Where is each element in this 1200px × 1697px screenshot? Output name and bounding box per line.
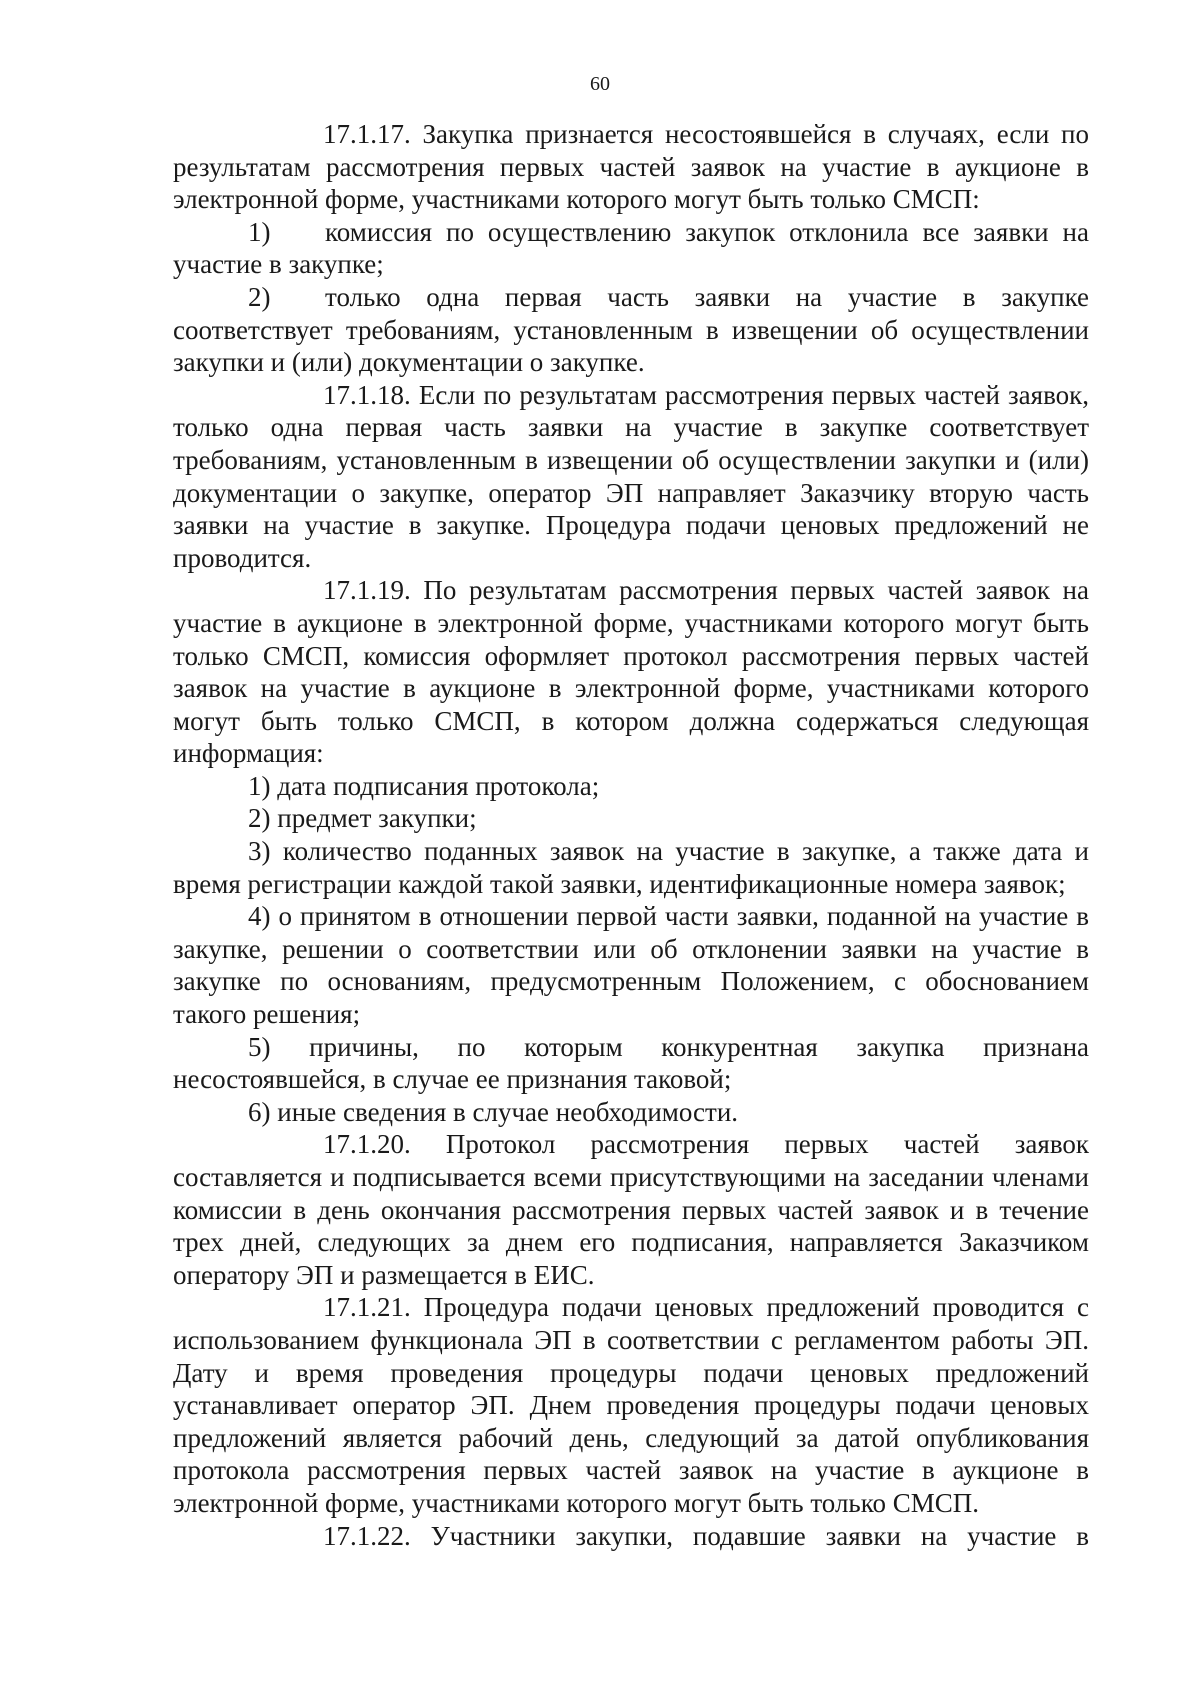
clause-text: По результатам рассмотрения первых частей заявок на участие в аукционе в электронной форме, участниками которого могут быть только СМСП, комиссия оформляет протокол рассмотрения первых частей заявок на участие в аукционе в электронной форме, участниками которого могут быть только СМСП, в котором должна содержаться следующая информация: (173, 575, 1089, 769)
list-item-text: только одна первая часть заявки на участие в закупке соответствует требованиям, установленным в извещении об осуществлении закупки и (или) документации о закупке. (173, 281, 1089, 378)
paragraph-17-1-18 (173, 379, 1089, 575)
list-marker: 1) (248, 216, 271, 247)
list-marker: 3) (248, 836, 271, 867)
list-item-3 (173, 835, 1089, 900)
list-marker: 2) (248, 281, 271, 312)
clause-text: Закупка признается несостоявшейся в случаях, если по результатам рассмотрения первых частей заявок на участие в аукционе в электронной форме, участниками которого могут быть только СМСП: (173, 119, 1089, 215)
clause-number: 17.1.17. (323, 119, 411, 149)
paragraph-17-1-19 (173, 574, 1089, 770)
list-item-4 (173, 900, 1089, 1030)
clause-number: 17.1.22. (323, 1520, 411, 1551)
list-item-text: о принятом в отношении первой части заявки, поданной на участие в закупке, решении о соответствии или об отклонении заявки на участие в закупке по основаниям, предусмотренным Положением, с обоснованием такого решения; (173, 901, 1090, 1030)
clause-number: 17.1.20. (323, 1129, 411, 1160)
list-marker: 4) (248, 901, 271, 932)
clause-number: 17.1.19. (323, 575, 411, 606)
document-body (173, 118, 1089, 1552)
list-item-text: количество поданных заявок на участие в закупке, а также дата и время регистрации каждой такой заявки, идентификационные номера заявок; (173, 836, 1090, 899)
list-item-text: дата подписания протокола; (277, 770, 600, 801)
list-item-text: иные сведения в случае необходимости. (277, 1096, 739, 1127)
list-item-1 (173, 770, 1089, 803)
paragraph-17-1-20 (173, 1128, 1089, 1291)
list-item-text: причины, по которым конкурентная закупка признана несостоявшейся, в случае ее признания таковой; (173, 1031, 1089, 1095)
paragraph-17-1-21 (173, 1291, 1089, 1519)
list-item-2 (173, 802, 1089, 835)
list-item-1 (173, 216, 1089, 281)
paragraph-17-1-17 (173, 118, 1089, 216)
list-item-2 (173, 281, 1089, 379)
list-marker: 1) (248, 770, 271, 801)
clause-text: Процедура подачи ценовых предложений проводится с использованием функционала ЭП в соответствии с регламентом работы ЭП. Дату и время проведения процедуры подачи ценовых предложений устанавливает оператор ЭП. Днем проведения процедуры подачи ценовых предложений является рабочий день, следующий за датой опубликования протокола рассмотрения первых частей заявок на участие в аукционе в электронной форме, участниками которого могут быть только СМСП. (173, 1292, 1090, 1518)
list-item-text: предмет закупки; (277, 803, 477, 834)
list-item-text: комиссия по осуществлению закупок отклонила все заявки на участие в закупке; (173, 216, 1089, 280)
list-marker: 2) (248, 803, 271, 834)
page-number: 60 (590, 73, 610, 95)
paragraph-17-1-22 (173, 1520, 1089, 1553)
list-item-6 (173, 1096, 1089, 1129)
clause-number: 17.1.18. (323, 379, 411, 410)
list-item-5 (173, 1031, 1089, 1096)
clause-text: Если по результатам рассмотрения первых частей заявок, только одна первая часть заявки на участие в закупке соответствует требованиям, установленным в извещении об осуществлении закупки и (или) документации о закупке, оператор ЭП направляет Заказчику вторую часть заявки на участие в закупке. Процедура подачи ценовых предложений не проводится. (173, 379, 1089, 573)
clause-text: Участники закупки, подавшие заявки на участие в (430, 1520, 1090, 1551)
clause-number: 17.1.21. (323, 1292, 411, 1323)
clause-text: Протокол рассмотрения первых частей заявок составляется и подписывается всеми присутствующими на заседании членами комиссии в день окончания рассмотрения первых частей заявок и в течение трех дней, следующих за днем его подписания, направляется Заказчиком оператору ЭП и размещается в ЕИС. (173, 1129, 1089, 1290)
list-marker: 5) (248, 1031, 271, 1062)
list-marker: 6) (248, 1096, 271, 1127)
